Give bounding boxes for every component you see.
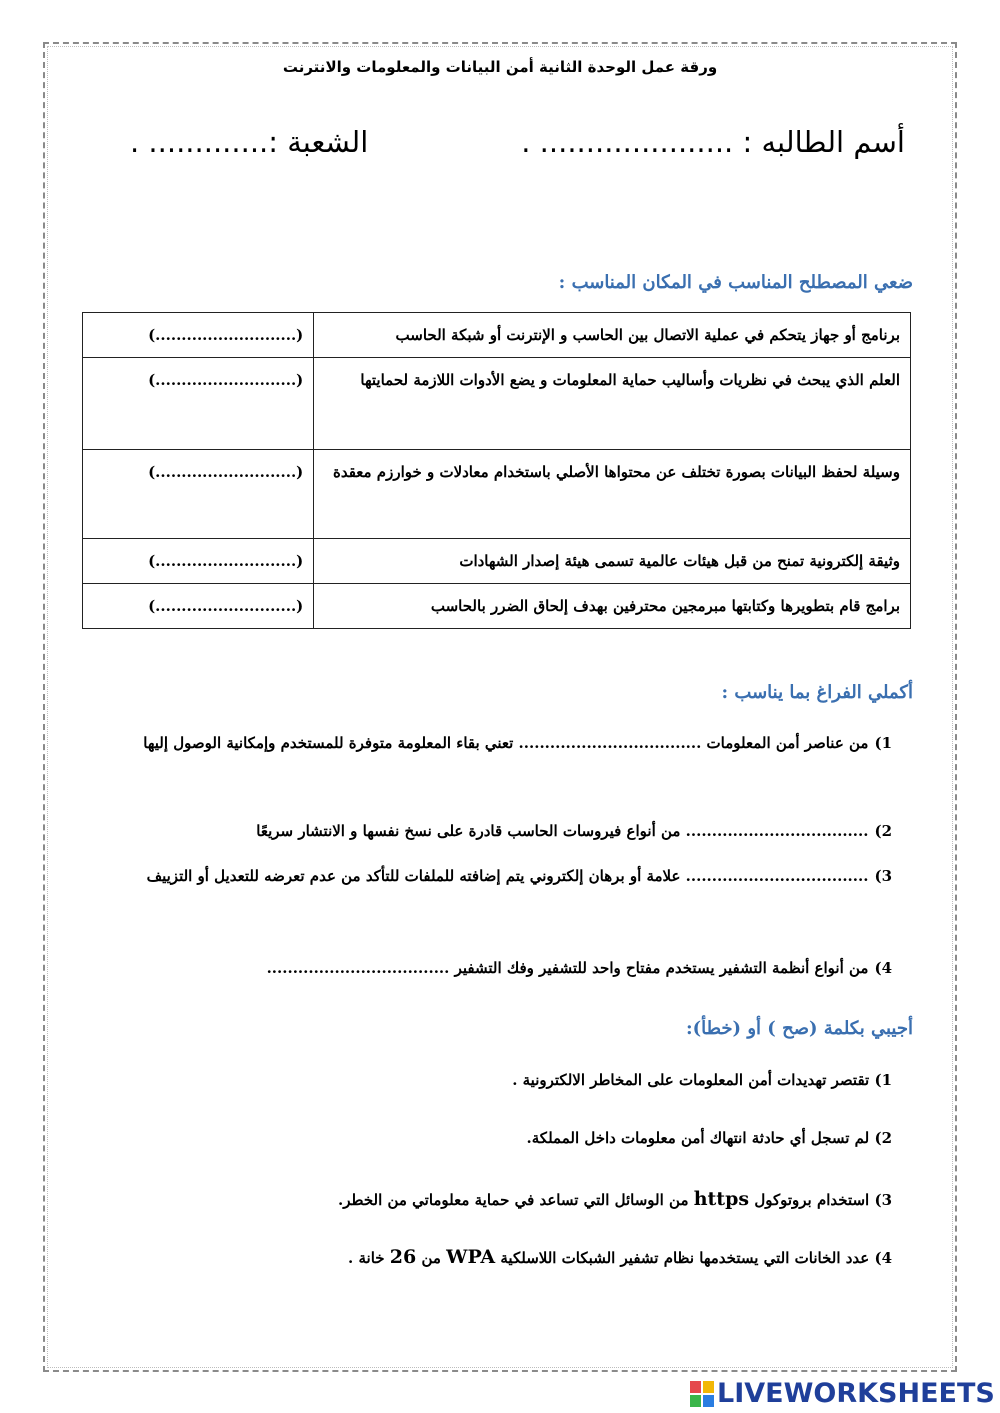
item-text: خانة . (348, 1249, 385, 1267)
item-text[interactable]: من أنواع أنظمة التشفير يستخدم مفتاح واحد للتشفير وفك التشفير ................................... (266, 959, 869, 977)
answer-blank[interactable]: (...........................) (83, 539, 314, 584)
true-false-item[interactable] (102, 1246, 892, 1268)
answer-blank[interactable]: (...........................) (83, 584, 314, 629)
definition-cell: وسيلة لحفظ البيانات بصورة تختلف عن محتواها الأصلي باستخدام معادلات و خوارزم معقدة (314, 450, 911, 539)
item-text[interactable]: من عناصر أمن المعلومات ................................... تعني بقاء المعلومة متوفرة للمستخدم وإمكانية الوصول إليها (143, 734, 869, 752)
item-number: 2) (874, 1129, 892, 1147)
count-number: 26 (389, 1246, 417, 1268)
answer-blank[interactable]: (...........................) (83, 313, 314, 358)
item-text: لم تسجل أي حادثة انتهاك أمن معلومات داخل المملكة. (526, 1129, 870, 1147)
fill-blank-item (102, 808, 892, 854)
item-text: استخدام بروتوكول (754, 1191, 870, 1209)
table-row (83, 313, 911, 358)
worksheet-title: ورقة عمل الوحدة الثانية أمن البيانات والمعلومات والانترنت (282, 58, 718, 76)
table-row (83, 584, 911, 629)
item-text[interactable]: ................................... علامة أو برهان إلكتروني يتم إضافته للملفات للتأكد من عدم تعرضه للتعديل أو التزييف (146, 867, 869, 885)
class-section-field[interactable]: الشعبة :............. . (130, 125, 369, 159)
brand-name: LIVEWORKSHEETS (717, 1378, 995, 1409)
table-row (83, 450, 911, 539)
wpa-term: WPA (446, 1246, 496, 1268)
true-false-item[interactable] (102, 1129, 892, 1147)
definition-cell: وثيقة إلكترونية تمنح من قبل هيئات عالمية تسمى هيئة إصدار الشهادات (314, 539, 911, 584)
section2-heading: أكملي الفراغ بما يناسب : (721, 682, 913, 703)
fill-blank-item (102, 945, 892, 991)
true-false-item[interactable] (102, 1071, 892, 1089)
table-row (83, 358, 911, 450)
terms-table (82, 312, 911, 629)
definition-cell: العلم الذي يبحث في نظريات وأساليب حماية المعلومات و يضع الأدوات اللازمة لحمايتها (314, 358, 911, 450)
answer-blank[interactable]: (...........................) (83, 450, 314, 539)
definition-cell: برامج قام بتطويرها وكتابتها مبرمجين محترفين بهدف إلحاق الضرر بالحاسب (314, 584, 911, 629)
table-row (83, 539, 911, 584)
definition-cell: برنامج أو جهاز يتحكم في عملية الاتصال بين الحاسب و الإنترنت أو شبكة الحاسب (314, 313, 911, 358)
item-number: 3) (874, 867, 892, 885)
liveworksheets-logo[interactable] (690, 1378, 995, 1410)
section1-heading: ضعي المصطلح المناسب في المكان المناسب : (558, 272, 913, 293)
student-info-line (90, 125, 905, 175)
item-text: تقتصر تهديدات أمن المعلومات على المخاطر الالكترونية . (512, 1071, 870, 1089)
item-number: 4) (874, 1249, 892, 1267)
fill-blank-item (102, 720, 892, 766)
https-term: https (693, 1188, 750, 1210)
page-border-inner (47, 46, 953, 1368)
item-text: من الوسائل التي تساعد في حماية معلوماتي من الخطر. (338, 1191, 689, 1209)
item-number: 2) (874, 822, 892, 840)
item-number: 3) (874, 1191, 892, 1209)
item-number: 4) (874, 959, 892, 977)
item-number: 1) (874, 734, 892, 752)
item-text: من (421, 1249, 441, 1267)
logo-blocks-icon (690, 1381, 714, 1407)
item-number: 1) (874, 1071, 892, 1089)
item-text[interactable]: ................................... من أنواع فيروسات الحاسب قادرة على نسخ نفسها و الانتشار سريعًا (256, 822, 869, 840)
student-name-field[interactable]: أسم الطالبه : ..................... . (521, 125, 905, 159)
section3-heading: أجيبي بكلمة (صح ) أو (خطأ): (686, 1018, 913, 1039)
answer-blank[interactable]: (...........................) (83, 358, 314, 450)
fill-blank-item (102, 853, 892, 899)
true-false-item[interactable] (102, 1188, 892, 1210)
item-text: عدد الخانات التي يستخدمها نظام تشفير الشبكات اللاسلكية (500, 1249, 870, 1267)
